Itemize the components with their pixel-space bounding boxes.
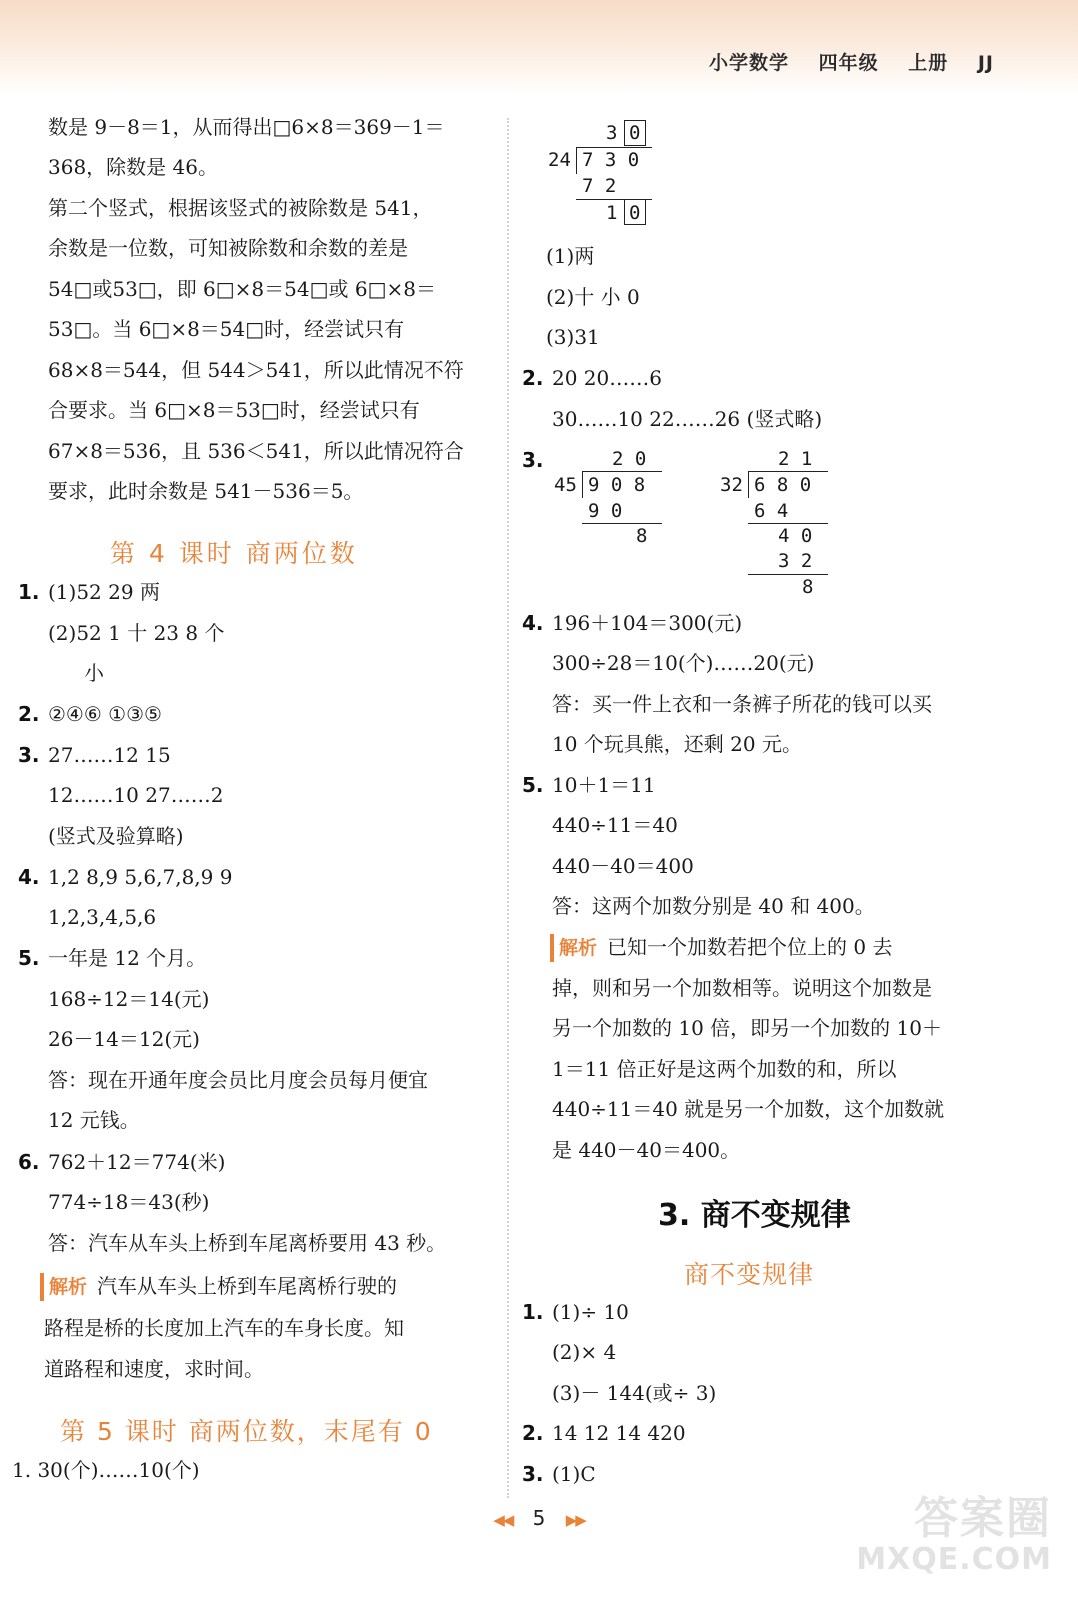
answer-line: (1)两 (546, 244, 595, 268)
intro-line: 53□。当 6□×8＝54□时，经尝试只有 (48, 317, 405, 341)
question-number: 2. (522, 366, 544, 390)
question-number: 2. (18, 702, 40, 726)
intro-line: 第二个竖式，根据该竖式的被除数是 541， (48, 196, 433, 220)
answer-line: (2)× 4 (552, 1340, 617, 1364)
answer-line: 440÷11＝40 (552, 813, 678, 837)
answer-line: (3)31 (546, 325, 600, 349)
answer-line: 300÷28＝10(个)……20(元) (552, 651, 815, 675)
divisor: 32 (720, 474, 743, 496)
answer-line: (2)52 1 十 23 8 个 (48, 621, 225, 645)
intro-line: 余数是一位数，可知被除数和余数的差是 (48, 236, 408, 260)
answer-line: 14 12 14 420 (552, 1421, 686, 1445)
question-number: 6. (18, 1150, 40, 1174)
analysis-text: 汽车从车头上桥到车尾离桥行驶的 (97, 1274, 398, 1298)
watermark-text: 答案圈 (914, 1493, 1052, 1544)
answer-line: (3)－ 144(或÷ 3) (552, 1381, 717, 1405)
prev-arrow-icon: ◀◀ (493, 1511, 513, 1529)
section-title: 3. 商不变规律 (658, 1198, 851, 1233)
division-bracket (576, 148, 577, 174)
division-bar (576, 147, 652, 148)
divisor: 24 (548, 149, 571, 171)
page-number: 5 (532, 1506, 546, 1530)
lesson-subtitle: 商不变规律 (684, 1260, 815, 1289)
remainder-digit: 1 (606, 202, 618, 224)
grade-label: 四年级 (818, 52, 879, 74)
answer-line: (1)C (552, 1462, 596, 1486)
answer-line: 440－40＝400 (552, 854, 694, 878)
dividend: 6 8 0 (754, 474, 812, 496)
subtrahend: 6 4 (754, 500, 789, 522)
analysis-paragraph (550, 933, 892, 962)
intro-line: 67×8＝536，且 536＜541，所以此情况符合 (48, 439, 464, 463)
answer-line: 小 (84, 661, 104, 685)
analysis-text: 另一个加数的 10 倍，即另一个加数的 10＋ (552, 1016, 942, 1040)
quotient-digit: 3 (606, 122, 618, 144)
answer-line: 774÷18＝43(秒) (48, 1190, 210, 1214)
answer-line: 答：现在开通年度会员比月度会员每月便宜 (48, 1068, 428, 1092)
watermark-url: MXQE.COM (856, 1542, 1052, 1577)
intro-line: 368，除数是 46。 (48, 155, 218, 179)
subtrahend: 9 0 (588, 500, 623, 522)
dividend: 9 0 8 (588, 474, 646, 496)
subtraction-bar (748, 523, 828, 524)
remainder: 8 (636, 525, 648, 547)
intro-line: 数是 9－8＝1，从而得出□6×8＝369－1＝ (48, 115, 445, 139)
question-number: 4. (522, 611, 544, 635)
answer-line: (竖式及验算略) (48, 824, 184, 848)
subtrahend: 3 2 (778, 550, 813, 572)
partial-dividend: 4 0 (778, 525, 813, 547)
answer-line: 27……12 15 (48, 743, 171, 767)
question-number: 1. (18, 580, 40, 604)
answer-line: 1. 30(个)……10(个) (12, 1458, 200, 1482)
answer-line: 30……10 22……26 (竖式略) (552, 407, 823, 431)
intro-line: 54□或53□，即 6□×8＝54□或 6□×8＝ (48, 277, 436, 301)
answer-line: 26－14＝12(元) (48, 1027, 200, 1051)
remainder-box-digit: 0 (629, 202, 641, 224)
question-number: 3. (522, 448, 544, 472)
answer-line: 答：买一件上衣和一条裤子所花的钱可以买 (552, 692, 932, 716)
term-label: 上册 (908, 52, 949, 74)
column-divider (507, 118, 509, 1498)
question-number: 5. (18, 946, 40, 970)
answer-line: 762＋12＝774(米) (48, 1150, 226, 1174)
long-division-730-by-24 (546, 118, 666, 228)
question-number: 4. (18, 865, 40, 889)
intro-line: 68×8＝544，但 544＞541，所以此情况不符 (48, 358, 464, 382)
divisor: 45 (554, 474, 577, 496)
long-division-908-by-45 (552, 446, 672, 556)
question-number: 3. (522, 1462, 544, 1486)
answer-line: 12 元钱。 (48, 1108, 140, 1132)
long-division-680-by-32 (718, 446, 838, 606)
next-arrow-icon: ▶▶ (565, 1511, 585, 1529)
subtrahend: 7 2 (582, 175, 617, 197)
analysis-text: 440÷11＝40 就是另一个加数，这个加数就 (552, 1097, 945, 1121)
division-bracket (582, 472, 583, 498)
division-bar (748, 471, 828, 472)
answer-line: 1,2,3,4,5,6 (48, 905, 157, 929)
answer-line: 10 个玩具熊，还剩 20 元。 (552, 732, 802, 756)
analysis-paragraph (40, 1272, 397, 1301)
quotient: 2 0 (612, 448, 647, 470)
division-bar (582, 471, 662, 472)
subject-label: 小学数学 (708, 52, 789, 74)
answer-line: 答：这两个加数分别是 40 和 400。 (552, 894, 875, 918)
answer-line: 1,2 8,9 5,6,7,8,9 9 (48, 865, 233, 889)
analysis-text: 掉，则和另一个加数相等。说明这个加数是 (552, 976, 932, 1000)
answer-line: 196＋104＝300(元) (552, 611, 743, 635)
analysis-text: 已知一个加数若把个位上的 0 去 (607, 935, 893, 959)
analysis-tag: 解析 (550, 934, 597, 962)
subtraction-bar (582, 523, 662, 524)
intro-line: 合要求。当 6□×8＝53□时，经尝试只有 (48, 398, 420, 422)
analysis-text: 道路程和速度，求时间。 (44, 1357, 264, 1381)
quotient-box-digit: 0 (629, 122, 641, 144)
lesson4-title: 第 4 课时 商两位数 (110, 539, 358, 568)
answer-line: 12……10 27……2 (48, 783, 224, 807)
answer-line: (2)十 小 0 (546, 285, 640, 309)
dividend: 7 3 0 (582, 149, 640, 171)
answer-line: 一年是 12 个月。 (48, 946, 207, 970)
analysis-tag: 解析 (40, 1273, 87, 1301)
edition-label: JJ (977, 52, 994, 74)
question-number: 2. (522, 1421, 544, 1445)
division-bracket (748, 472, 749, 498)
subtraction-bar (748, 574, 828, 575)
lesson5-title: 第 5 课时 商两位数，末尾有 0 (60, 1417, 433, 1446)
quotient: 2 1 (778, 448, 813, 470)
answer-line: (1)52 29 两 (48, 580, 160, 604)
book-header (687, 48, 994, 75)
question-number: 1. (522, 1300, 544, 1324)
question-number: 5. (522, 773, 544, 797)
answer-line: ②④⑥ ①③⑤ (48, 702, 162, 726)
question-number: 3. (18, 743, 40, 767)
remainder: 8 (802, 576, 814, 598)
analysis-text: 是 440－40＝400。 (552, 1138, 741, 1162)
answer-line: 10＋1＝11 (552, 773, 656, 797)
answer-line: 168÷12＝14(元) (48, 987, 210, 1011)
answer-line: (1)÷ 10 (552, 1300, 629, 1324)
answer-line: 答：汽车从车头上桥到车尾离桥要用 43 秒。 (48, 1231, 447, 1255)
analysis-text: 路程是桥的长度加上汽车的车身长度。知 (44, 1316, 404, 1340)
analysis-text: 1＝11 倍正好是这两个加数的和，所以 (552, 1057, 897, 1081)
watermark-logo (856, 1478, 1058, 1588)
answer-line: 20 20……6 (552, 366, 662, 390)
intro-line: 要求，此时余数是 541－536＝5。 (48, 479, 364, 503)
